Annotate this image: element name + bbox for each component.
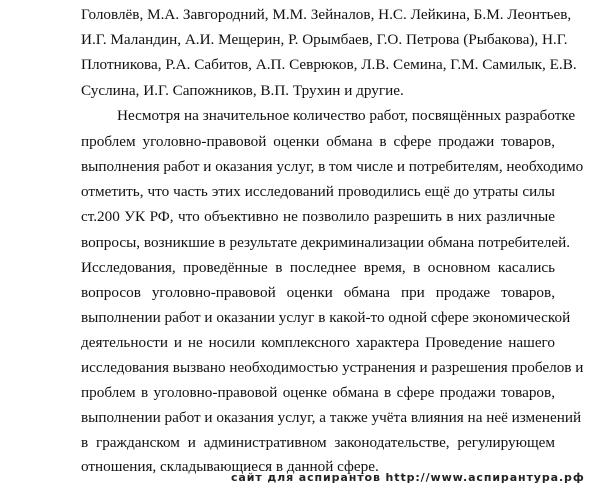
text-line: И.Г. Маландин, А.И. Мещерин, Р. Орымбаев, Г.О. Петрова (Рыбакова), Н.Г. <box>81 31 568 48</box>
text-line: Плотникова, Р.А. Сабитов, А.П. Севрюков, Л.В. Семина, Г.М. Самилык, Е.В. <box>81 56 577 73</box>
site-watermark: сайт для аспирантов http://www.аспирантура.рф <box>231 471 585 484</box>
text-line: выполнении работ и оказании услуг в какой-то одной сфере экономической <box>81 309 571 326</box>
text-line: Исследования, проведённые в последнее время, в основном касались <box>81 259 555 276</box>
text-line: выполнении работ и оказания услуг, а также учёта влияния на неё изменений <box>81 409 582 426</box>
text-line: Головлёв, М.А. Завгородний, М.М. Зейналов, Н.С. Лейкина, Б.М. Леонтьев, <box>81 6 572 23</box>
text-line: Суслина, И.Г. Сапожников, В.П. Трухин и другие. <box>81 82 404 99</box>
text-line: деятельности и не носили комплексного характера Проведение нашего <box>81 334 555 351</box>
text-line: отметить, что часть этих исследований проводились ещё до утраты силы <box>81 183 555 200</box>
text-line: ст.200 УК РФ, что объективно не позволило разрешить в них различные <box>81 208 555 225</box>
paragraph-first-line: Несмотря на значительное количество работ, посвящённых разработке <box>117 107 576 124</box>
text-line: исследования вызвано необходимостью устранения и разрешения пробелов и <box>81 359 584 376</box>
text-line: проблем в уголовно-правовой оценке обмана в сфере продажи товаров, <box>81 384 555 401</box>
text-line: выполнения работ и оказания услуг, в том числе и потребителям, необходимо <box>81 158 584 175</box>
text-line: проблем уголовно-правовой оценки обмана в сфере продажи товаров, <box>81 133 555 150</box>
text-line: вопросов уголовно-правовой оценки обмана при продаже товаров, <box>81 284 555 301</box>
text-line: отношения, складывающиеся в данной сфере. <box>81 458 379 475</box>
text-line: в гражданском и административном законодательстве, регулирующем <box>81 434 555 451</box>
text-line: вопросы, возникшие в результате декриминализации обмана потребителей. <box>81 234 571 251</box>
